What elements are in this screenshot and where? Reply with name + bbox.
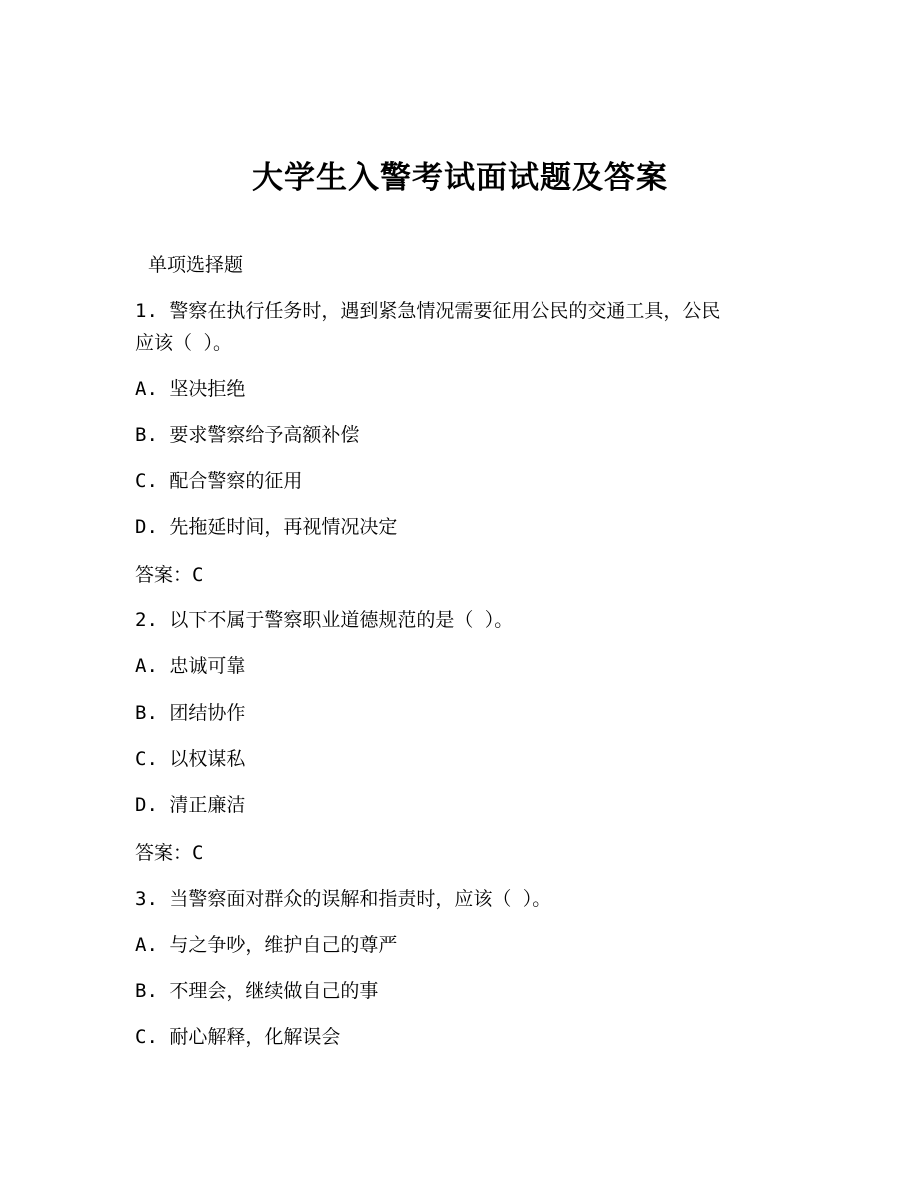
question-2-option-a: A. 忠诚可靠 (135, 655, 246, 677)
question-3-option-a: A. 与之争吵，维护自己的尊严 (135, 934, 398, 956)
question-1-option-a: A. 坚决拒绝 (135, 378, 246, 400)
question-1-option-d: D. 先拖延时间，再视情况决定 (135, 516, 398, 538)
question-1-stem-line-2: 应该（ ）。 (135, 332, 232, 354)
question-3-option-c: C. 耐心解释，化解误会 (135, 1026, 341, 1048)
question-2-stem: 2. 以下不属于警察职业道德规范的是（ ）。 (135, 609, 514, 631)
question-1-option-b: B. 要求警察给予高额补偿 (135, 424, 360, 446)
question-1-answer: 答案：C (135, 564, 204, 586)
question-3-option-b: B. 不理会，继续做自己的事 (135, 980, 379, 1002)
document-title: 大学生入警考试面试题及答案 (252, 160, 668, 196)
question-3-stem: 3. 当警察面对群众的误解和指责时，应该（ ）。 (135, 888, 552, 910)
question-2-option-d: D. 清正廉洁 (135, 794, 246, 816)
question-2-answer: 答案：C (135, 842, 204, 864)
question-2-option-c: C. 以权谋私 (135, 748, 246, 770)
section-label: 单项选择题 (148, 254, 244, 276)
question-2-option-b: B. 团结协作 (135, 702, 246, 724)
question-1-stem-line-1: 1. 警察在执行任务时，遇到紧急情况需要征用公民的交通工具，公民 (135, 300, 721, 322)
question-1-option-c: C. 配合警察的征用 (135, 470, 303, 492)
